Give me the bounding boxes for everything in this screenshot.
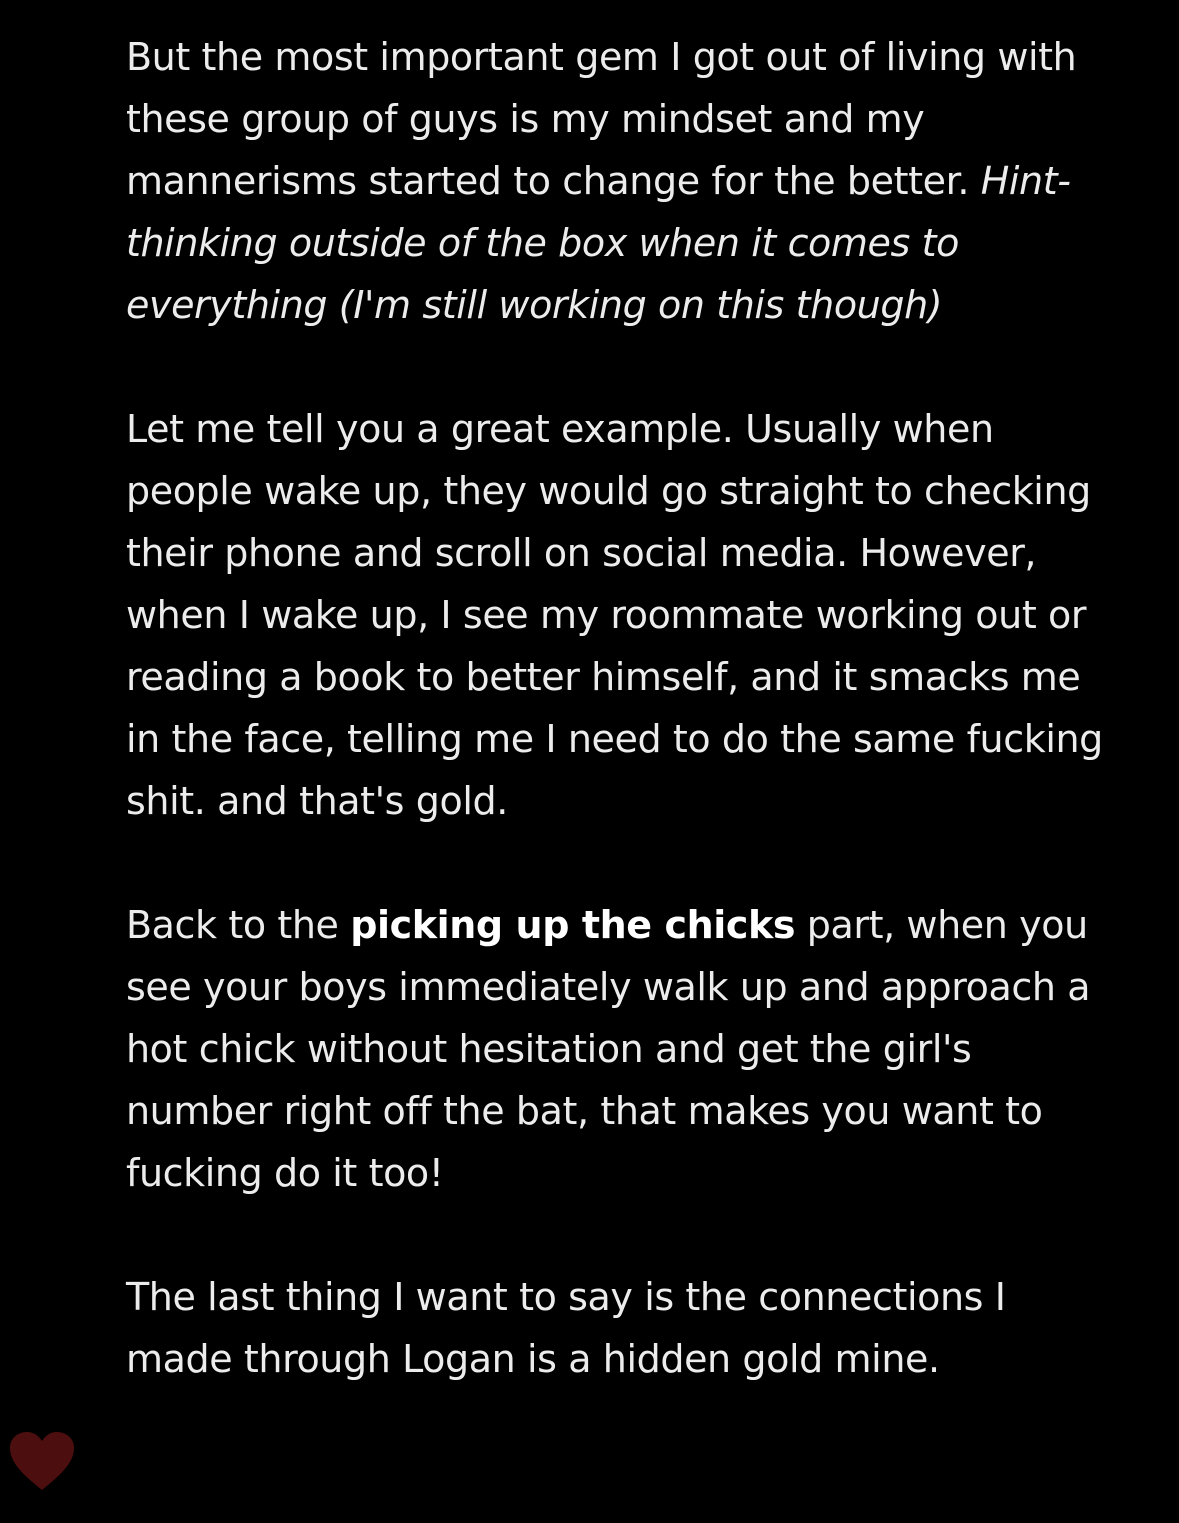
paragraph-chicks [126,894,1116,1204]
paragraph-mindset-hint: Hint- thinking outside of the box when it comes to everything (I'm still working on this though) [126,159,1071,327]
paragraph-example [126,398,1116,832]
paragraph-chicks-before: Back to the [126,903,351,947]
paragraph-connections-text: The last thing I want to say is the connections I made through Logan is a hidden gold mine. [126,1275,1006,1381]
paragraph-example-text: Let me tell you a great example. Usually when people wake up, they would go straight to checking their phone and scroll on social media. However, when I wake up, I see my roommate working out or reading a book to better himself, and it smacks me in the face, telling me I need to do the same fucking shit. and that's gold. [126,407,1103,823]
paragraph-chicks-after: part, when you see your boys immediately walk up and approach a hot chick without hesitation and get the girl's number right off the bat, that makes you want to fucking do it too! [126,903,1091,1195]
article-body [126,26,1116,1390]
paragraph-chicks-bold: picking up the chicks [350,903,796,947]
heart-icon-svg [8,1430,76,1494]
paragraph-connections [126,1266,1116,1390]
paragraph-mindset [126,26,1116,336]
heart-icon[interactable] [8,1430,76,1494]
paragraph-mindset-text: But the most important gem I got out of living with these group of guys is my mindset and my mannerisms started to change for the better. [126,35,1077,203]
